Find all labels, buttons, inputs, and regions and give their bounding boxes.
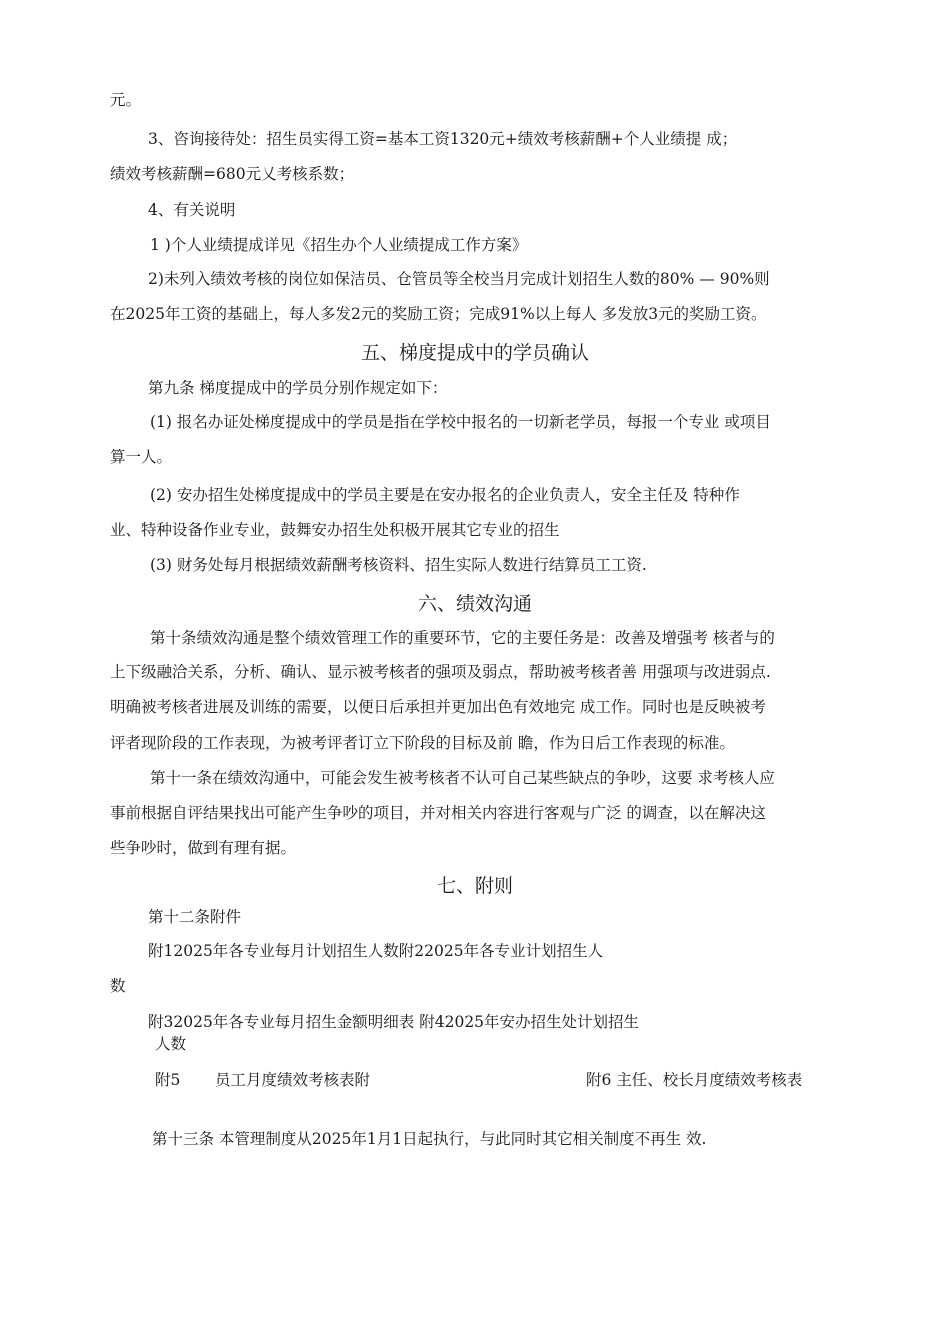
text-line: 算一人。 xyxy=(110,448,173,466)
text-line: 事前根据自评结果找出可能产生争吵的项目，并对相关内容进行客观与广泛 的调查，以在解决这 xyxy=(110,804,766,822)
text-line: 上下级融洽关系，分析、确认、显示被考核者的强项及弱点，帮助被考核者善 用强项与改进弱点. xyxy=(110,663,771,681)
text-line: 第十一条在绩效沟通中，可能会发生被考核者不认可自己某些缺点的争吵，这要 求考核人应 xyxy=(150,769,775,787)
text-line: 明确被考核者进展及训练的需要，以便日后承担并更加出色有效地完 成工作。同时也是反映被考 xyxy=(110,698,766,716)
text-line: 些争吵时，做到有理有据。 xyxy=(110,839,297,857)
text-line: 3、咨询接待处：招生员实得工资=基本工资1320元+绩效考核薪酬+个人业绩提 成； xyxy=(148,130,738,148)
text-line: 数 xyxy=(110,977,126,995)
text-line: 第十条绩效沟通是整个绩效管理工作的重要环节，它的主要任务是：改善及增强考 核者与的 xyxy=(150,629,775,647)
text-line: 第十三条 本管理制度从2025年1月1日起执行，与此同时其它相关制度不再生 效. xyxy=(152,1130,707,1148)
text-line: 附6 主任、校长月度绩效考核表 xyxy=(586,1071,803,1089)
text-line: 4、有关说明 xyxy=(148,201,236,219)
text-line: (1) 报名办证处梯度提成中的学员是指在学校中报名的一切新老学员，每报一个专业 或项目 xyxy=(150,413,771,431)
text-line: 元。 xyxy=(110,91,142,109)
text-line: 附12025年各专业每月计划招生人数附22025年各专业计划招生人 xyxy=(148,942,604,960)
text-line: 第九条 梯度提成中的学员分别作规定如下： xyxy=(148,379,448,397)
text-line: 第十二条附件 xyxy=(148,908,242,926)
text-line: 附5 xyxy=(155,1071,181,1089)
text-line: 评者现阶段的工作表现，为被考评者订立下阶段的目标及前 瞻，作为日后工作表现的标准。 xyxy=(110,734,735,752)
text-line: 绩效考核薪酬=680元乂考核系数； xyxy=(110,165,355,183)
text-line: 2)未列入绩效考核的岗位如保洁员、仓管员等全校当月完成计划招生人数的80% — 90%则 xyxy=(148,270,770,288)
text-line: (2) 安办招生处梯度提成中的学员主要是在安办报名的企业负责人，安全主任及 特种作 xyxy=(150,486,740,504)
text-line: (3) 财务处每月根据绩效薪酬考核资料、招生实际人数进行结算员工工资. xyxy=(150,556,647,574)
text-line: 员工月度绩效考核表附 xyxy=(215,1071,371,1089)
section-heading: 五、梯度提成中的学员确认 xyxy=(360,342,589,364)
section-heading: 六、绩效沟通 xyxy=(417,593,532,615)
section-heading: 七、附则 xyxy=(436,875,513,897)
text-line: 业、特种设备作业专业，鼓舞安办招生处积极开展其它专业的招生 xyxy=(110,521,560,539)
text-line: 1 )个人业绩提成详见《招生办个人业绩提成工作方案》 xyxy=(150,236,528,254)
text-line: 人数 xyxy=(155,1035,187,1053)
text-line: 附32025年各专业每月招生金额明细表 附42025年安办招生处计划招生 xyxy=(148,1013,640,1031)
text-line: 在2025年工资的基础上，每人多发2元的奖励工资；完成91%以上每人 多发放3元的奖励工资。 xyxy=(110,305,767,323)
